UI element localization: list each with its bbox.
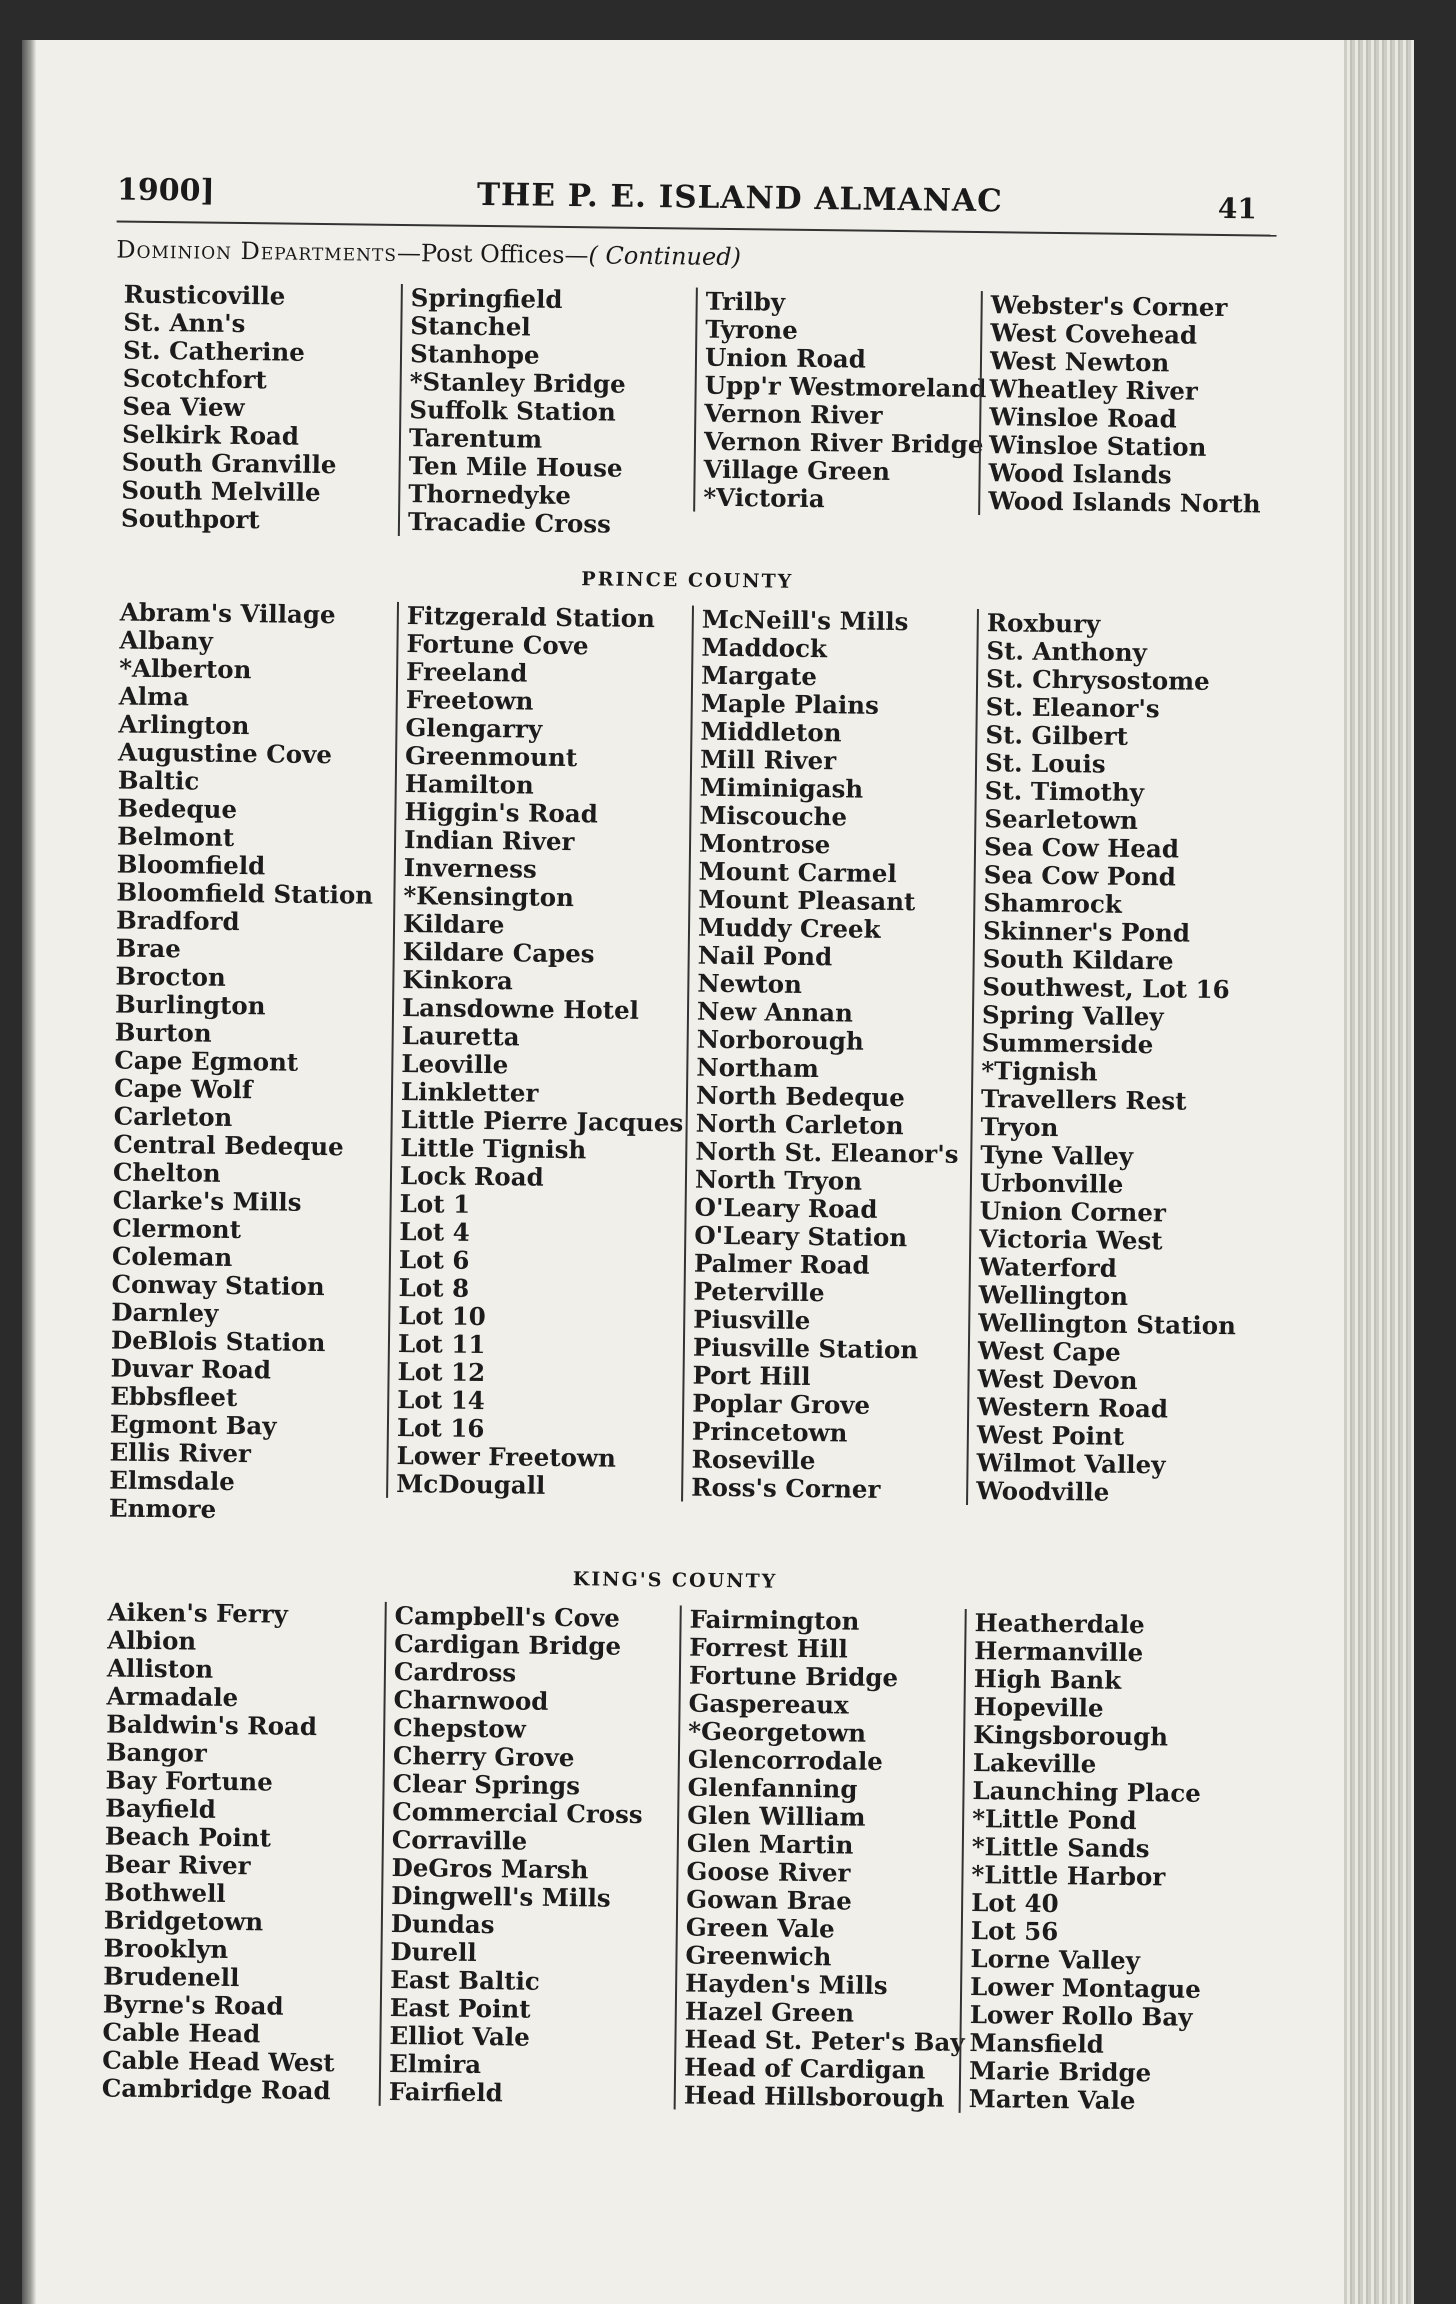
- post-office-entry: Glenfanning: [687, 1772, 858, 1804]
- post-office-entry: Maple Plains: [700, 688, 880, 720]
- queens-county-continued: [116, 279, 1266, 539]
- post-office-entry: Lot 10: [398, 1301, 486, 1332]
- post-office-entry: Freetown: [405, 685, 534, 716]
- column: [674, 1605, 965, 2112]
- post-office-entry: Head of Cardigan: [683, 2052, 926, 2085]
- post-office-entry: Bloomfield: [116, 849, 266, 881]
- post-office-entry: Lot 12: [397, 1356, 486, 1388]
- post-office-entry: Burlington: [114, 989, 266, 1021]
- post-office-entry: DeGros Marsh: [391, 1852, 589, 1885]
- post-office-entry: Skinner's Pond: [982, 916, 1191, 948]
- post-office-entry: Durell: [390, 1936, 477, 1968]
- post-office-entry: *Tignish: [981, 1056, 1098, 1087]
- post-office-entry: Bangor: [105, 1737, 207, 1768]
- post-office-entry: Cape Egmont: [114, 1045, 299, 1077]
- post-office-entry: Corraville: [391, 1824, 528, 1856]
- post-office-entry: Vernon River: [704, 398, 883, 430]
- post-office-entry: East Point: [389, 1992, 531, 2024]
- post-office-entry: St. Gilbert: [985, 720, 1129, 751]
- post-office-entry: St. Louis: [984, 748, 1106, 779]
- post-office-entry: Union Corner: [979, 1196, 1167, 1228]
- post-office-entry: Piusville Station: [692, 1332, 919, 1365]
- post-office-entry: Cable Head: [102, 2017, 261, 2049]
- post-office-entry: Bradford: [115, 905, 240, 937]
- prince-county: [108, 597, 1262, 1524]
- post-office-entry: McDougall: [396, 1468, 546, 1500]
- post-office-entry: South Kildare: [982, 944, 1174, 976]
- post-office-entry: Mill River: [699, 744, 837, 776]
- post-office-entry: Brudenell: [103, 1961, 240, 1993]
- post-office-entry: DeBlois Station: [110, 1325, 326, 1358]
- post-office-entry: South Melville: [121, 475, 321, 507]
- post-office-entry: Tyrone: [705, 314, 798, 345]
- post-office-entry: *Victoria: [703, 482, 825, 514]
- post-office-entry: Wood Islands: [988, 458, 1172, 490]
- post-office-entry: Dingwell's Mills: [391, 1880, 611, 1913]
- post-office-entry: Hopeville: [973, 1692, 1104, 1723]
- post-office-entry: Heatherdale: [974, 1608, 1145, 1640]
- section-heading-title: Dominion Departments: [116, 235, 398, 267]
- county-title-kings: KING'S COUNTY: [572, 1568, 778, 1593]
- post-office-entry: Maddock: [701, 632, 828, 664]
- post-office-entry: Port Hill: [692, 1360, 811, 1392]
- post-office-entry: *Georgetown: [688, 1716, 867, 1748]
- post-office-entry: Dundas: [390, 1908, 495, 1940]
- post-office-entry: Wilmot Valley: [976, 1448, 1166, 1480]
- post-office-entry: *Stanley Bridge: [409, 367, 626, 399]
- post-office-entry: *Little Pond: [972, 1804, 1137, 1836]
- post-office-entry: Tracadie Cross: [407, 507, 612, 539]
- post-office-entry: Albion: [107, 1625, 197, 1656]
- post-office-entry: Darnley: [111, 1297, 219, 1328]
- post-office-entry: Baldwin's Road: [106, 1709, 318, 1742]
- post-office-entry: Bloomfield Station: [116, 877, 374, 910]
- almanac-page: [22, 40, 1414, 2304]
- post-office-entry: Ellis River: [109, 1437, 252, 1469]
- post-office-entry: Lot 1: [399, 1189, 471, 1219]
- post-office-entry: North Carleton: [695, 1108, 904, 1141]
- post-office-entry: Commercial Cross: [392, 1796, 643, 1830]
- post-office-entry: Miminigash: [699, 772, 864, 804]
- post-office-entry: St. Ann's: [123, 307, 246, 339]
- post-office-entry: St. Anthony: [986, 636, 1148, 668]
- post-office-entry: Norborough: [696, 1024, 864, 1056]
- post-office-entry: Clermont: [112, 1213, 242, 1245]
- section-heading: [116, 235, 741, 271]
- post-office-entry: Conway Station: [111, 1269, 325, 1302]
- post-office-entry: Lot 40: [970, 1888, 1059, 1919]
- post-office-entry: *Kensington: [403, 881, 575, 913]
- post-office-entry: Princetown: [691, 1416, 848, 1448]
- page-number: 41: [1217, 191, 1258, 226]
- post-office-entry: Kinkora: [402, 965, 514, 996]
- post-office-entry: Elmira: [388, 2048, 482, 2080]
- post-office-entry: O'Leary Station: [694, 1220, 908, 1253]
- post-office-entry: Gowan Brae: [686, 1884, 853, 1916]
- post-office-entry: Lower Montague: [969, 1972, 1201, 2004]
- post-office-entry: Little Pierre Jacques: [400, 1105, 684, 1138]
- post-office-entry: Byrne's Road: [102, 1989, 284, 2021]
- post-office-entry: Fortune Cove: [406, 629, 589, 661]
- post-office-entry: Duvar Road: [110, 1353, 272, 1385]
- post-office-entry: Enmore: [108, 1493, 217, 1524]
- post-office-entry: Cardross: [393, 1656, 517, 1688]
- post-office-entry: Bear River: [104, 1849, 251, 1881]
- post-office-entry: Scotchfort: [122, 363, 268, 395]
- post-office-entry: Trilby: [705, 286, 786, 317]
- post-office-entry: Brae: [115, 933, 182, 964]
- post-office-entry: Ten Mile House: [408, 451, 623, 483]
- post-office-entry: Fairmington: [689, 1604, 860, 1636]
- post-office-entry: North Tryon: [694, 1164, 863, 1196]
- post-office-entry: West Devon: [977, 1364, 1138, 1396]
- post-office-entry: Montrose: [698, 828, 831, 860]
- post-office-entry: North Bedeque: [695, 1080, 906, 1113]
- post-office-entry: Mount Pleasant: [698, 884, 916, 917]
- post-office-entry: North St. Eleanor's: [695, 1136, 959, 1169]
- post-office-entry: Lakeville: [972, 1748, 1097, 1779]
- post-office-entry: *Little Harbor: [971, 1860, 1166, 1892]
- post-office-entry: Newton: [697, 968, 803, 999]
- post-office-entry: Launching Place: [972, 1776, 1202, 1808]
- post-office-entry: Brooklyn: [103, 1933, 229, 1964]
- post-office-entry: Kildare Capes: [402, 937, 595, 969]
- post-office-entry: Elliot Vale: [389, 2020, 530, 2052]
- post-office-entry: Sea Cow Head: [983, 832, 1180, 864]
- post-office-entry: Bayfield: [105, 1793, 217, 1824]
- post-office-entry: Marten Vale: [968, 2084, 1136, 2116]
- post-office-entry: Lot 16: [396, 1412, 485, 1444]
- post-office-entry: Webster's Corner: [990, 290, 1228, 323]
- post-office-entry: Bridgetown: [103, 1905, 264, 1937]
- post-office-entry: Vernon River Bridge: [703, 426, 984, 460]
- column: [978, 291, 1271, 519]
- post-office-entry: Middleton: [700, 716, 842, 748]
- post-office-entry: St. Timothy: [984, 776, 1145, 808]
- post-office-entry: Lock Road: [399, 1161, 544, 1192]
- header-title: THE P. E. ISLAND ALMANAC: [476, 176, 1003, 220]
- post-office-entry: Egmont Bay: [109, 1409, 277, 1441]
- post-office-entry: Clarke's Mills: [112, 1185, 302, 1217]
- post-office-entry: Miscouche: [699, 800, 848, 832]
- post-office-entry: Western Road: [977, 1392, 1169, 1424]
- post-office-entry: Wellington: [978, 1280, 1129, 1311]
- post-office-entry: *Alberton: [119, 653, 252, 685]
- post-office-entry: Victoria West: [979, 1224, 1163, 1256]
- post-office-entry: Lot 4: [399, 1217, 470, 1247]
- post-office-entry: Tarentum: [408, 423, 543, 454]
- post-office-entry: Winsloe Station: [988, 430, 1207, 462]
- post-office-entry: Lot 56: [970, 1916, 1059, 1947]
- post-office-entry: St. Chrysostome: [985, 664, 1210, 696]
- post-office-entry: West Covehead: [990, 318, 1198, 350]
- column: [379, 1602, 680, 2110]
- post-office-entry: Lauretta: [401, 1021, 520, 1052]
- post-office-entry: Shamrock: [983, 888, 1123, 919]
- post-office-entry: Bedeque: [117, 793, 238, 824]
- county-title-prince: PRINCE COUNTY: [581, 568, 794, 593]
- post-office-entry: Upp'r Westmoreland: [704, 370, 987, 404]
- post-office-entry: Greenmount: [404, 741, 578, 773]
- post-office-entry: Piusville: [693, 1304, 811, 1336]
- post-office-entry: Springfield: [410, 283, 563, 314]
- post-office-entry: Mansfield: [969, 2028, 1105, 2059]
- column: [959, 1609, 1255, 2117]
- post-office-entry: Cape Wolf: [113, 1073, 253, 1105]
- post-office-entry: Waterford: [978, 1252, 1118, 1283]
- post-office-entry: South Granville: [121, 447, 337, 480]
- post-office-entry: Chelton: [112, 1157, 221, 1188]
- post-office-entry: Winsloe Road: [989, 402, 1177, 434]
- post-office-entry: Gaspereaux: [688, 1688, 849, 1720]
- post-office-entry: Wheatley River: [989, 374, 1198, 406]
- post-office-entry: Green Vale: [685, 1912, 835, 1944]
- post-office-entry: Tyne Valley: [980, 1140, 1134, 1171]
- post-office-entry: Lower Freetown: [396, 1440, 617, 1473]
- post-office-entry: Lorne Valley: [970, 1944, 1141, 1976]
- post-office-entry: Kildare: [402, 909, 505, 940]
- post-office-entry: O'Leary Road: [694, 1192, 878, 1224]
- post-office-entry: Kingsborough: [973, 1720, 1169, 1752]
- post-office-entry: Lansdowne Hotel: [401, 993, 640, 1025]
- post-office-entry: New Annan: [696, 996, 854, 1028]
- post-office-entry: Linkletter: [400, 1077, 539, 1108]
- post-office-entry: *Little Sands: [971, 1832, 1150, 1864]
- column: [113, 280, 401, 535]
- post-office-entry: Southwest, Lot 16: [982, 972, 1230, 1005]
- post-office-entry: Indian River: [403, 825, 575, 857]
- column: [94, 1598, 385, 2105]
- post-office-entry: Cable Head West: [102, 2045, 335, 2078]
- post-office-entry: Lot 14: [397, 1384, 485, 1416]
- post-office-entry: Cambridge Road: [101, 2073, 331, 2106]
- post-office-entry: Greenwich: [685, 1940, 832, 1972]
- post-office-entry: Suffolk Station: [409, 395, 616, 427]
- post-office-entry: Little Tignish: [400, 1133, 587, 1165]
- column: [693, 286, 987, 515]
- post-office-entry: Roxbury: [986, 608, 1101, 639]
- post-office-entry: Glen William: [687, 1800, 866, 1832]
- post-office-entry: Augustine Cove: [117, 737, 333, 770]
- post-office-entry: Searletown: [984, 804, 1139, 836]
- post-office-entry: Woodville: [976, 1476, 1110, 1507]
- post-office-entry: Margate: [700, 660, 818, 692]
- post-office-entry: Fitzgerald Station: [406, 601, 656, 634]
- post-office-entry: St. Catherine: [122, 335, 306, 367]
- kings-county: [100, 1597, 1250, 2116]
- post-office-entry: Roseville: [691, 1444, 816, 1476]
- column: [966, 609, 1267, 1508]
- post-office-entry: McNeill's Mills: [701, 604, 909, 637]
- post-office-entry: Carleton: [113, 1101, 233, 1132]
- post-office-entry: Selkirk Road: [121, 419, 300, 451]
- post-office-entry: Marie Bridge: [968, 2056, 1152, 2088]
- post-office-entry: Northam: [696, 1052, 820, 1084]
- post-office-entry: Travellers Rest: [980, 1084, 1187, 1116]
- post-office-entry: Hayden's Mills: [684, 1968, 888, 2001]
- post-office-entry: Lot 8: [398, 1273, 470, 1303]
- post-office-entry: Beach Point: [104, 1821, 272, 1853]
- post-office-entry: Mount Carmel: [698, 856, 897, 889]
- column: [101, 598, 397, 1525]
- post-office-entry: Belmont: [116, 821, 235, 852]
- post-office-entry: Ebbsfleet: [110, 1381, 238, 1413]
- post-office-entry: Glen Martin: [686, 1828, 854, 1860]
- section-heading-subtitle: —Post Offices—: [396, 238, 589, 270]
- book-gutter: [22, 40, 36, 2304]
- post-office-entry: Palmer Road: [693, 1248, 870, 1280]
- post-office-entry: West Point: [976, 1420, 1125, 1451]
- post-office-entry: Aiken's Ferry: [107, 1597, 289, 1629]
- post-office-entry: Glengarry: [405, 713, 543, 744]
- column: [398, 284, 696, 540]
- post-office-entry: Chepstow: [393, 1712, 527, 1744]
- post-office-entry: Cherry Grove: [392, 1740, 575, 1773]
- column: [386, 602, 692, 1502]
- post-office-entry: Freeland: [405, 657, 528, 688]
- post-office-entry: Charnwood: [393, 1684, 549, 1716]
- page-content: [52, 110, 1278, 2245]
- post-office-entry: Baltic: [117, 765, 200, 796]
- post-office-entry: West Newton: [989, 346, 1170, 378]
- post-office-entry: Burton: [114, 1017, 212, 1048]
- post-office-entry: Sea Cow Pond: [983, 860, 1177, 892]
- post-office-entry: Stanchel: [410, 311, 531, 342]
- post-office-entry: Armadale: [106, 1681, 239, 1713]
- post-office-entry: Head St. Peter's Bay: [684, 2024, 965, 2057]
- post-office-entry: Wood Islands North: [988, 486, 1261, 519]
- post-office-entry: Nail Pond: [697, 940, 833, 972]
- post-office-entry: High Bank: [973, 1664, 1122, 1695]
- post-office-entry: Alma: [118, 681, 190, 712]
- post-office-entry: West Cape: [977, 1336, 1121, 1367]
- post-office-entry: Glencorrodale: [687, 1744, 884, 1776]
- post-office-entry: Lower Rollo Bay: [969, 2000, 1193, 2032]
- post-office-entry: Cardigan Bridge: [394, 1628, 622, 1661]
- post-office-entry: Head Hillsborough: [683, 2080, 945, 2113]
- post-office-entry: Tryon: [980, 1112, 1059, 1143]
- post-office-entry: Campbell's Cove: [394, 1600, 621, 1633]
- post-office-entry: Higgin's Road: [404, 797, 598, 829]
- post-office-entry: Arlington: [118, 709, 250, 741]
- post-office-entry: Stanhope: [409, 339, 540, 370]
- post-office-entry: Fairfield: [388, 2076, 503, 2108]
- header-year: 1900]: [116, 172, 215, 209]
- post-office-entry: Urbonville: [979, 1168, 1124, 1199]
- post-office-entry: Central Bedeque: [113, 1129, 344, 1162]
- post-office-entry: Rusticoville: [123, 279, 286, 311]
- column: [681, 606, 977, 1505]
- post-office-entry: Inverness: [403, 853, 537, 884]
- post-office-entry: Poplar Grove: [692, 1388, 871, 1420]
- post-office-entry: Summerside: [981, 1028, 1154, 1060]
- post-office-entry: Bay Fortune: [105, 1765, 273, 1797]
- post-office-entry: Albany: [119, 625, 214, 656]
- post-office-entry: Union Road: [704, 342, 867, 374]
- post-office-entry: Brocton: [115, 961, 226, 992]
- post-office-entry: Lot 6: [398, 1245, 470, 1275]
- post-office-entry: Village Green: [703, 454, 891, 486]
- post-office-entry: Thornedyke: [408, 479, 572, 511]
- post-office-entry: Clear Springs: [392, 1768, 581, 1801]
- post-office-entry: Muddy Creek: [697, 912, 881, 944]
- post-office-entry: East Baltic: [390, 1964, 540, 1996]
- post-office-entry: Bothwell: [104, 1877, 226, 1908]
- post-office-entry: Hazel Green: [684, 1996, 855, 2028]
- post-office-entry: Goose River: [686, 1856, 851, 1888]
- post-office-entry: Wellington Station: [978, 1308, 1237, 1341]
- post-office-entry: Peterville: [693, 1276, 825, 1308]
- post-office-entry: Hermanville: [974, 1636, 1144, 1668]
- post-office-entry: Forrest Hill: [689, 1632, 848, 1664]
- post-office-entry: Lot 11: [397, 1329, 486, 1360]
- post-office-entry: Sea View: [122, 391, 245, 423]
- post-office-entry: St. Eleanor's: [985, 692, 1160, 724]
- post-office-entry: Spring Valley: [981, 1000, 1164, 1032]
- post-office-entry: Ross's Corner: [691, 1472, 881, 1504]
- post-office-entry: Leoville: [401, 1049, 509, 1080]
- post-office-entry: Alliston: [106, 1653, 214, 1684]
- post-office-entry: Fortune Bridge: [688, 1660, 899, 1693]
- post-office-entry: Elmsdale: [109, 1465, 236, 1497]
- post-office-entry: Hamilton: [404, 769, 535, 800]
- post-office-entry: Abram's Village: [119, 597, 336, 630]
- page-edges: [1344, 40, 1414, 2304]
- section-heading-continued: ( Continued): [588, 241, 742, 272]
- post-office-entry: Southport: [120, 503, 260, 535]
- post-office-entry: Coleman: [111, 1241, 233, 1272]
